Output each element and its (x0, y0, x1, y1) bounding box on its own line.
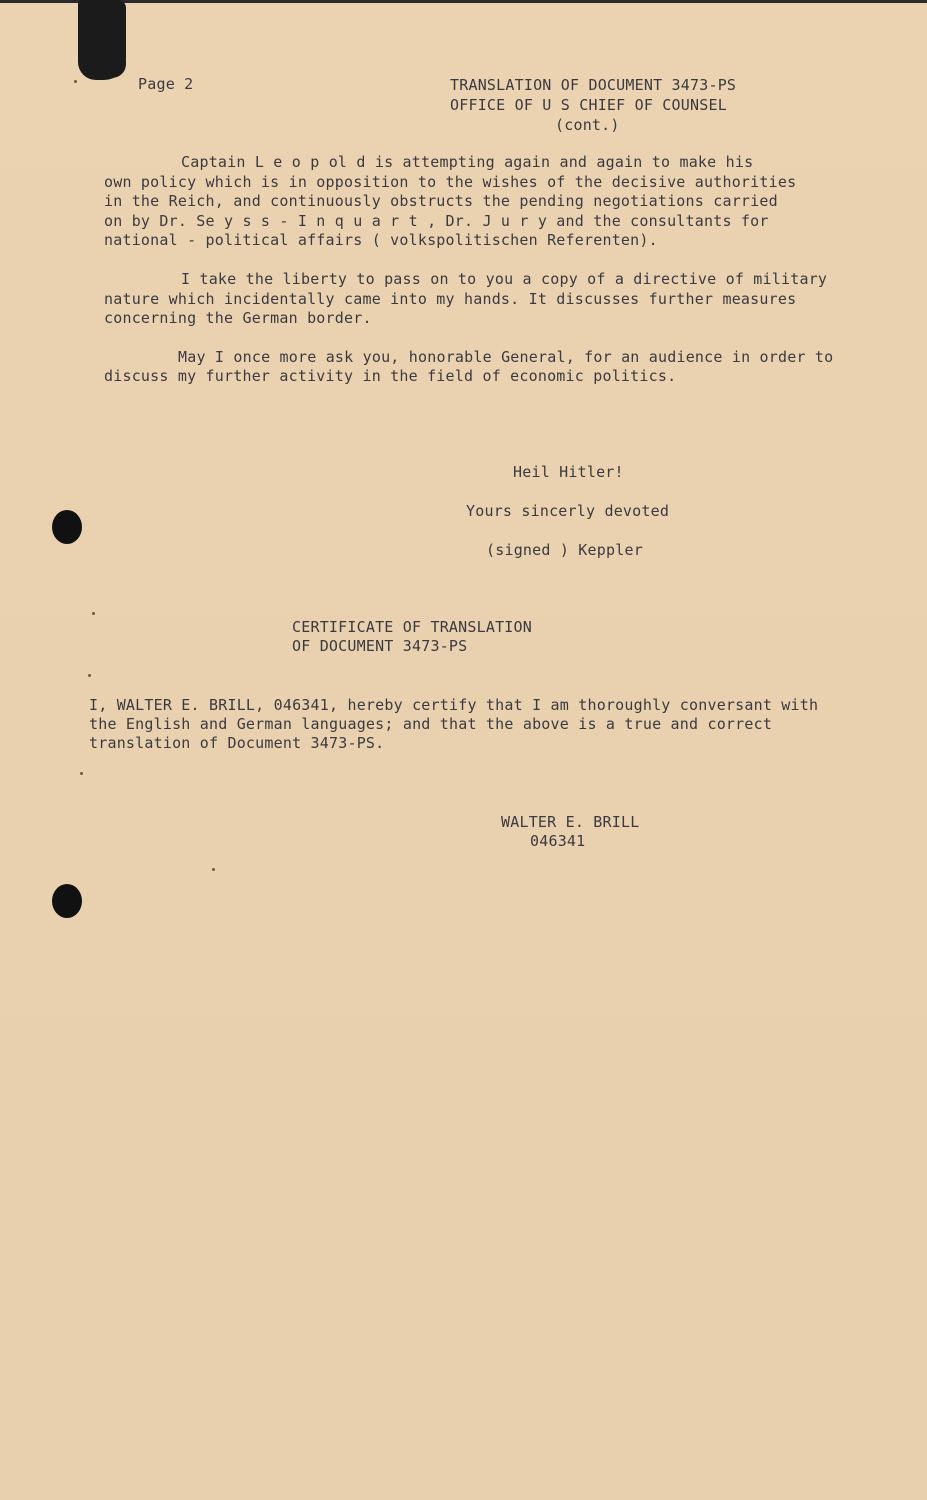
ink-blot-lower (100, 60, 126, 78)
closing-valediction: Yours sincerly devoted (466, 502, 670, 520)
certificate-signer-name: WALTER E. BRILL (501, 813, 640, 831)
paragraph-3-line: May I once more ask you, honorable General, for an audience in order to (178, 348, 834, 366)
paragraph-1-line: on by Dr. Se y s s - I n q u a r t , Dr. J u r y and the consultants for (104, 212, 769, 230)
speck (74, 80, 77, 83)
punch-hole-lower (52, 884, 82, 918)
speck (80, 772, 83, 775)
closing-salute: Heil Hitler! (513, 463, 624, 481)
speck (212, 868, 215, 871)
header-title-line-2: OFFICE OF U S CHIEF OF COUNSEL (450, 96, 727, 114)
punch-hole-upper (52, 510, 82, 544)
page-label: Page 2 (138, 75, 194, 93)
page-top-edge (0, 0, 927, 3)
paragraph-2-line: I take the liberty to pass on to you a copy of a directive of military (181, 270, 828, 288)
paragraph-2-line: concerning the German border. (104, 309, 372, 327)
paragraph-1-line: own policy which is in opposition to the wishes of the decisive authorities (104, 173, 797, 191)
certificate-title-line-2: OF DOCUMENT 3473-PS (292, 637, 468, 655)
paragraph-1-line: national - political affairs ( volkspolitischen Referenten). (104, 231, 658, 249)
certificate-signer-number: 046341 (530, 832, 586, 850)
paragraph-3-line: discuss my further activity in the field of economic politics. (104, 367, 677, 385)
speck (88, 674, 91, 677)
certificate-text-line: translation of Document 3473-PS. (89, 734, 385, 752)
header-title-line-1: TRANSLATION OF DOCUMENT 3473-PS (450, 76, 737, 94)
paragraph-1-line: Captain L e o p ol d is attempting again and again to make his (181, 153, 754, 171)
paragraph-2-line: nature which incidentally came into my hands. It discusses further measures (104, 290, 797, 308)
closing-signature: (signed ) Keppler (486, 541, 643, 559)
speck (92, 612, 95, 615)
certificate-title-line-1: CERTIFICATE OF TRANSLATION (292, 618, 532, 636)
certificate-text-line: the English and German languages; and that the above is a true and correct (89, 715, 773, 733)
paragraph-1-line: in the Reich, and continuously obstructs the pending negotiations carried (104, 192, 778, 210)
certificate-text-line: I, WALTER E. BRILL, 046341, hereby certify that I am thoroughly conversant with (89, 696, 819, 714)
header-title-line-3: (cont.) (555, 116, 620, 134)
